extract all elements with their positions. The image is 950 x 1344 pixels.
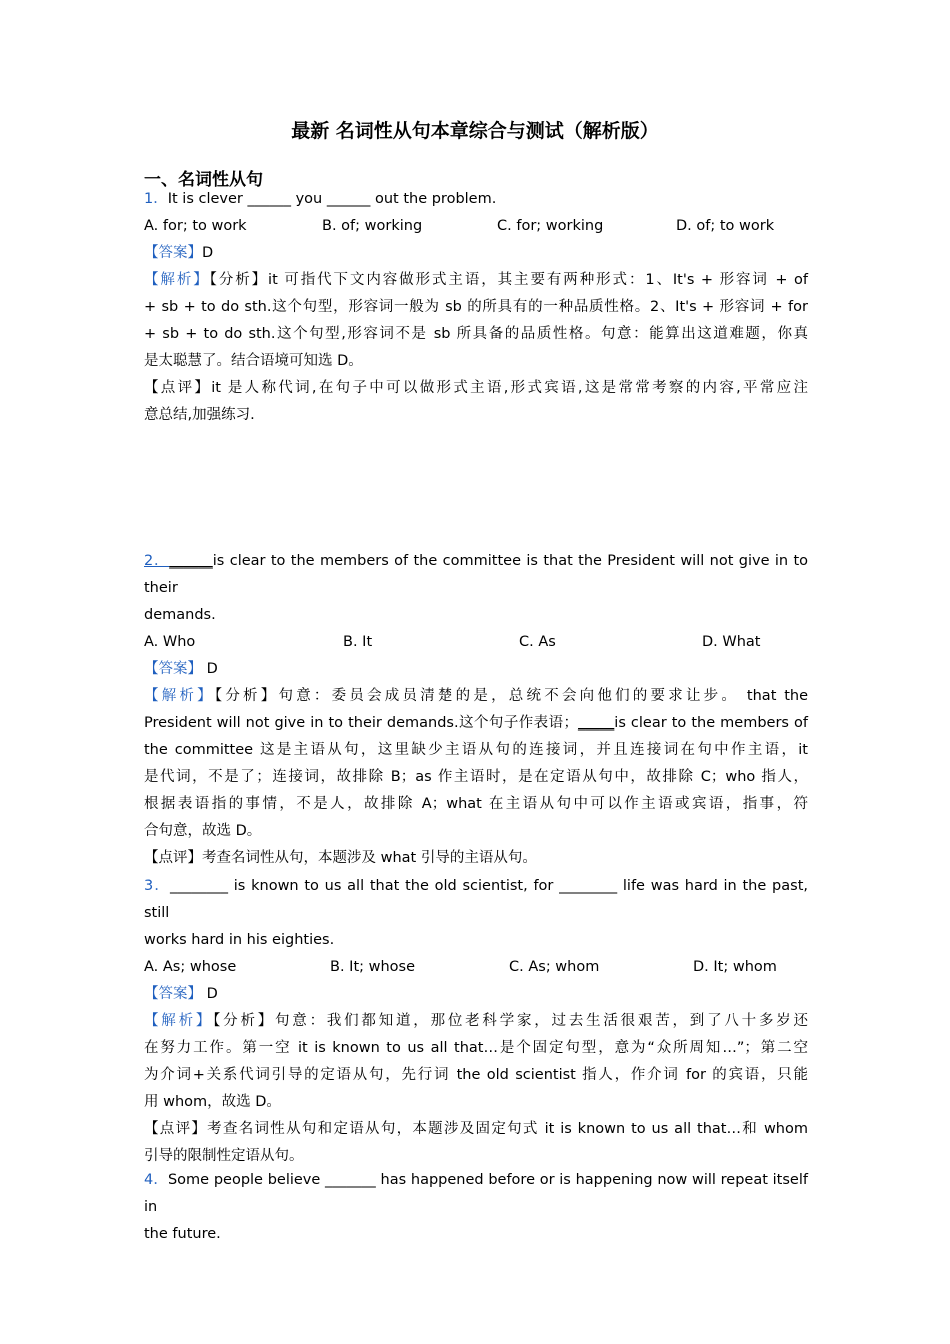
question-3 bbox=[144, 873, 808, 1170]
answer-blank: _____ bbox=[578, 715, 615, 731]
answer-value: D bbox=[202, 245, 214, 261]
question-number: 2． bbox=[144, 553, 170, 569]
answer-blank: ______ bbox=[169, 553, 213, 569]
analysis-text: the committee 这是主语从句，这里缺少主语从句的连接词，并且连接词在句中作主语，it bbox=[144, 742, 808, 758]
analysis-text: 【分析】句意：我们都知道，那位老科学家，过去生活很艰苦，到了八十多岁还 bbox=[213, 1013, 809, 1029]
options-row bbox=[144, 629, 808, 656]
analysis-text: 是代词，不是了；连接词，故排除 B；as 作主语时，是在定语从句中，故排除 C；who 指人， bbox=[144, 769, 808, 785]
analysis-tag: 【解析】 bbox=[144, 272, 210, 288]
question-stem: is clear to the members of the committee is that the President will not give in to their bbox=[144, 553, 809, 596]
options-row bbox=[144, 213, 808, 240]
page-title: 最新 名词性从句本章综合与测试（解析版） bbox=[291, 120, 659, 142]
option-c: C. As bbox=[519, 634, 556, 650]
question-2 bbox=[144, 548, 808, 872]
section-heading: 一、名词性从句 bbox=[144, 170, 263, 190]
question-stem: Some people believe _______ has happened before or is happening now will repeat itself in bbox=[144, 1172, 808, 1215]
analysis-text: 根据表语指的事情，不是人，故排除 A；what 在主语从句中可以作主语或宾语，指事，符 bbox=[144, 796, 808, 812]
analysis-text: is clear to the members of bbox=[614, 715, 808, 731]
analysis-text: 是太聪慧了。结合语境可知选 D。 bbox=[144, 353, 363, 369]
analysis-text: 【分析】句意：委员会成员清楚的是，总统不会向他们的要求让步。 that the bbox=[214, 688, 808, 704]
option-a: A. As; whose bbox=[144, 959, 237, 975]
comment-text: 【点评】考查名词性从句和定语从句，本题涉及固定句式 it is known to us all that…和 whom bbox=[144, 1121, 808, 1137]
analysis-text: 在努力工作。第一空 it is known to us all that…是个固定句型，意为“众所周知…”；第二空 bbox=[144, 1040, 808, 1056]
option-d: D. of; to work bbox=[676, 218, 775, 234]
option-c: C. for; working bbox=[497, 218, 604, 234]
analysis-text: President will not give in to their demands.这个句子作表语； bbox=[144, 715, 579, 731]
option-d: D. What bbox=[702, 634, 761, 650]
option-b: B. It bbox=[343, 634, 373, 650]
question-stem: the future. bbox=[144, 1226, 221, 1242]
question-stem: works hard in his eighties. bbox=[144, 932, 335, 948]
question-stem: It is clever ______ you ______ out the problem. bbox=[167, 191, 497, 207]
answer-tag: 【答案】 bbox=[144, 245, 202, 261]
analysis-tag: 【解析】 bbox=[144, 1013, 214, 1029]
analysis-text: 为介词+关系代词引导的定语从句，先行词 the old scientist 指人，作介词 for 的宾语，只能 bbox=[144, 1067, 808, 1083]
answer-value: D bbox=[206, 986, 218, 1002]
option-b: B. It; whose bbox=[330, 959, 416, 975]
option-b: B. of; working bbox=[322, 218, 423, 234]
question-number: 4． bbox=[144, 1172, 168, 1188]
analysis-text: + sb + to do sth.这个句型,形容词不是 sb 所具备的品质性格。句意：能算出这道难题，你真 bbox=[144, 326, 808, 342]
option-d: D. It; whom bbox=[693, 959, 777, 975]
comment-text: 意总结,加强练习. bbox=[144, 407, 255, 423]
comment-text: 【点评】考查名词性从句，本题涉及 what 引导的主语从句。 bbox=[144, 850, 537, 866]
options-row bbox=[144, 954, 808, 981]
analysis-text: 合句意，故选 D。 bbox=[144, 823, 262, 839]
question-4 bbox=[144, 1167, 808, 1248]
analysis-text: 用 whom，故选 D。 bbox=[144, 1094, 281, 1110]
option-a: A. for; to work bbox=[144, 218, 247, 234]
analysis-tag: 【解析】 bbox=[144, 688, 215, 704]
option-c: C. As; whom bbox=[509, 959, 600, 975]
question-number: 1． bbox=[144, 191, 168, 207]
question-stem: ________ is known to us all that the old scientist, for ________ life was hard in the past, still bbox=[144, 878, 808, 921]
answer-value: D bbox=[206, 661, 218, 677]
answer-tag: 【答案】 bbox=[144, 986, 202, 1002]
question-number: 3． bbox=[144, 878, 171, 894]
analysis-text: + sb + to do sth.这个句型，形容词一般为 sb 的所具有的一种品质性格。2、It's + 形容词 + for bbox=[144, 299, 808, 315]
question-1 bbox=[144, 186, 808, 429]
comment-text: 【点评】it 是人称代词,在句子中可以做形式主语,形式宾语,这是常常考察的内容,平常应注 bbox=[144, 380, 808, 396]
analysis-text: 【分析】it 可指代下文内容做形式主语，其主要有两种形式：1、It's + 形容词 + of bbox=[209, 272, 809, 288]
answer-tag: 【答案】 bbox=[144, 661, 202, 677]
comment-text: 引导的限制性定语从句。 bbox=[144, 1148, 304, 1164]
option-a: A. Who bbox=[144, 634, 196, 650]
question-stem: demands. bbox=[144, 607, 216, 623]
